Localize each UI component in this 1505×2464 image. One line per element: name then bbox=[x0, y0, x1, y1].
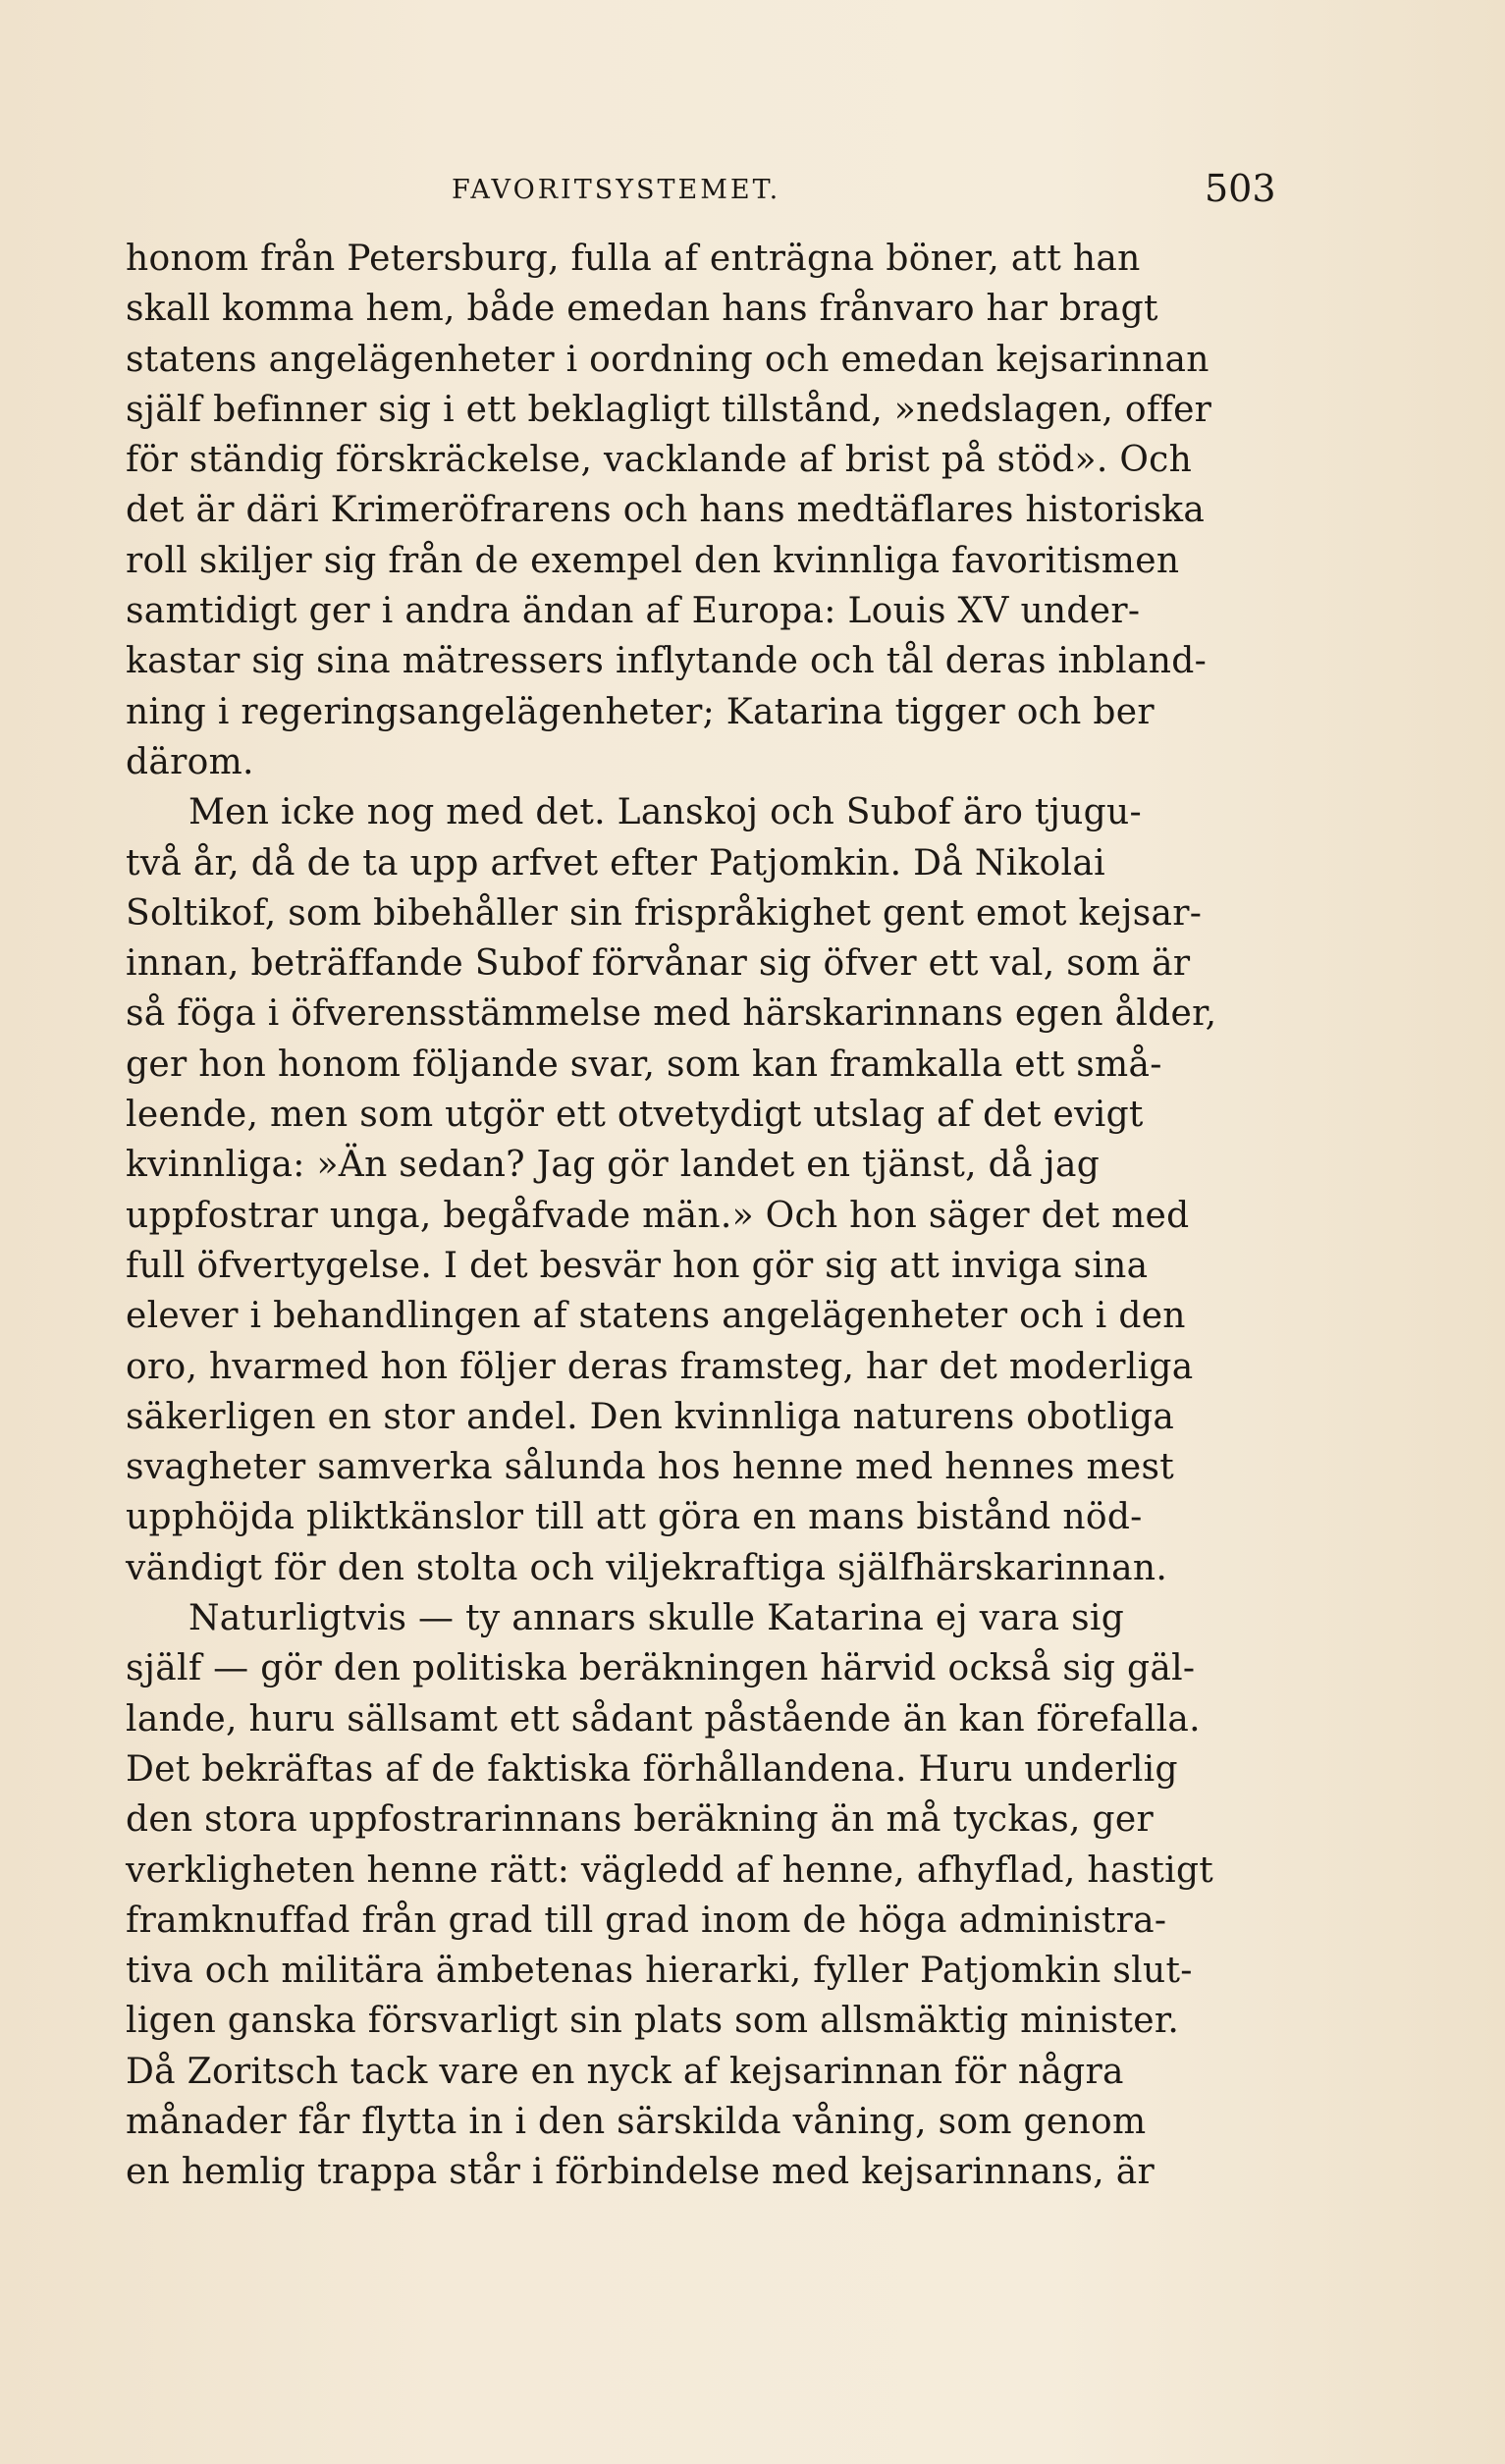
text-line: upphöjda pliktkänslor till att göra en mans bistånd nöd- bbox=[126, 1497, 1143, 1538]
text-line: ning i regeringsangelägenheter; Katarina tigger och ber bbox=[126, 691, 1155, 732]
text-line: ligen ganska försvarligt sin plats som allsmäktig minister. bbox=[126, 2001, 1180, 2042]
text-line: samtidigt ger i andra ändan af Europa: Louis XV under- bbox=[126, 591, 1141, 632]
running-head: FAVORITSYSTEMET. bbox=[452, 175, 781, 205]
text-line: vändigt för den stolta och viljekraftiga själfhärskarinnan. bbox=[126, 1547, 1168, 1588]
text-line: själf — gör den politiska beräkningen härvid också sig gäl- bbox=[126, 1648, 1196, 1689]
text-line: ger hon honom följande svar, som kan framkalla ett små- bbox=[126, 1044, 1162, 1085]
text-line: så föga i öfverensstämmelse med härskarinnans egen ålder, bbox=[126, 993, 1217, 1035]
text-line: svagheter samverka sålunda hos henne med hennes mest bbox=[126, 1447, 1175, 1488]
body-text bbox=[126, 234, 1289, 2198]
text-line: själf befinner sig i ett beklagligt tillstånd, »nedslagen, offer bbox=[126, 389, 1212, 430]
text-line: månader får flytta in i den särskilda våning, som genom bbox=[126, 2101, 1147, 2142]
text-line: elever i behandlingen af statens angelägenheter och i den bbox=[126, 1296, 1186, 1337]
text-line: leende, men som utgör ett otvetydigt utslag af det evigt bbox=[126, 1095, 1144, 1136]
text-line: Men icke nog med det. Lanskoj och Subof äro tjugu- bbox=[188, 792, 1142, 833]
text-line: honom från Petersburg, fulla af enträgna böner, att han bbox=[126, 239, 1141, 279]
text-line: Då Zoritsch tack vare en nyck af kejsarinnan för några bbox=[126, 2051, 1124, 2092]
text-line: skall komma hem, både emedan hans frånvaro har bragt bbox=[126, 289, 1158, 330]
text-line: oro, hvarmed hon följer deras framsteg, har det moderliga bbox=[126, 1346, 1194, 1387]
text-line: den stora uppfostrarinnans beräkning än må tyckas, ger bbox=[126, 1799, 1154, 1841]
text-line: kvinnliga: »Än sedan? Jag gör landet en tjänst, då jag bbox=[126, 1145, 1101, 1186]
text-line: roll skiljer sig från de exempel den kvinnliga favoritismen bbox=[126, 540, 1180, 581]
text-line: Soltikof, som bibehåller sin frispråkighet gent emot kejsar- bbox=[126, 892, 1203, 934]
page-number: 503 bbox=[1205, 167, 1276, 210]
text-line: full öfvertygelse. I det besvär hon gör sig att inviga sina bbox=[126, 1245, 1149, 1286]
text-line: lande, huru sällsamt ett sådant påstående än kan förefalla. bbox=[126, 1698, 1201, 1740]
text-line: kastar sig sina mätressers inflytande och tål deras inbland- bbox=[126, 641, 1208, 682]
text-line: tiva och militära ämbetenas hierarki, fyller Patjomkin slut- bbox=[126, 1951, 1193, 1992]
text-line: innan, beträffande Subof förvånar sig öfver ett val, som är bbox=[126, 943, 1191, 985]
text-line: verkligheten henne rätt: vägledd af henne, afhyflad, hastigt bbox=[126, 1849, 1214, 1891]
text-line: statens angelägenheter i oordning och emedan kejsarinnan bbox=[126, 339, 1209, 380]
text-line: två år, då de ta upp arfvet efter Patjomkin. Då Nikolai bbox=[126, 842, 1105, 884]
text-line: säkerligen en stor andel. Den kvinnliga naturens obotliga bbox=[126, 1396, 1175, 1437]
text-line: uppfostrar unga, begåfvade män.» Och hon säger det med bbox=[126, 1195, 1190, 1236]
text-line: därom. bbox=[126, 741, 254, 782]
text-line: för ständig förskräckelse, vacklande af brist på stöd». Och bbox=[126, 440, 1193, 481]
page-header bbox=[0, 167, 1505, 234]
text-line: en hemlig trappa står i förbindelse med kejsarinnans, är bbox=[126, 2152, 1155, 2193]
text-line: det är däri Krimeröfrarens och hans medtäflares historiska bbox=[126, 490, 1206, 531]
text-line: framknuffad från grad till grad inom de höga administra- bbox=[126, 1900, 1167, 1941]
text-line: Det bekräftas af de faktiska förhållandena. Huru underlig bbox=[126, 1748, 1178, 1790]
text-line: Naturligtvis — ty annars skulle Katarina ej vara sig bbox=[188, 1598, 1125, 1639]
